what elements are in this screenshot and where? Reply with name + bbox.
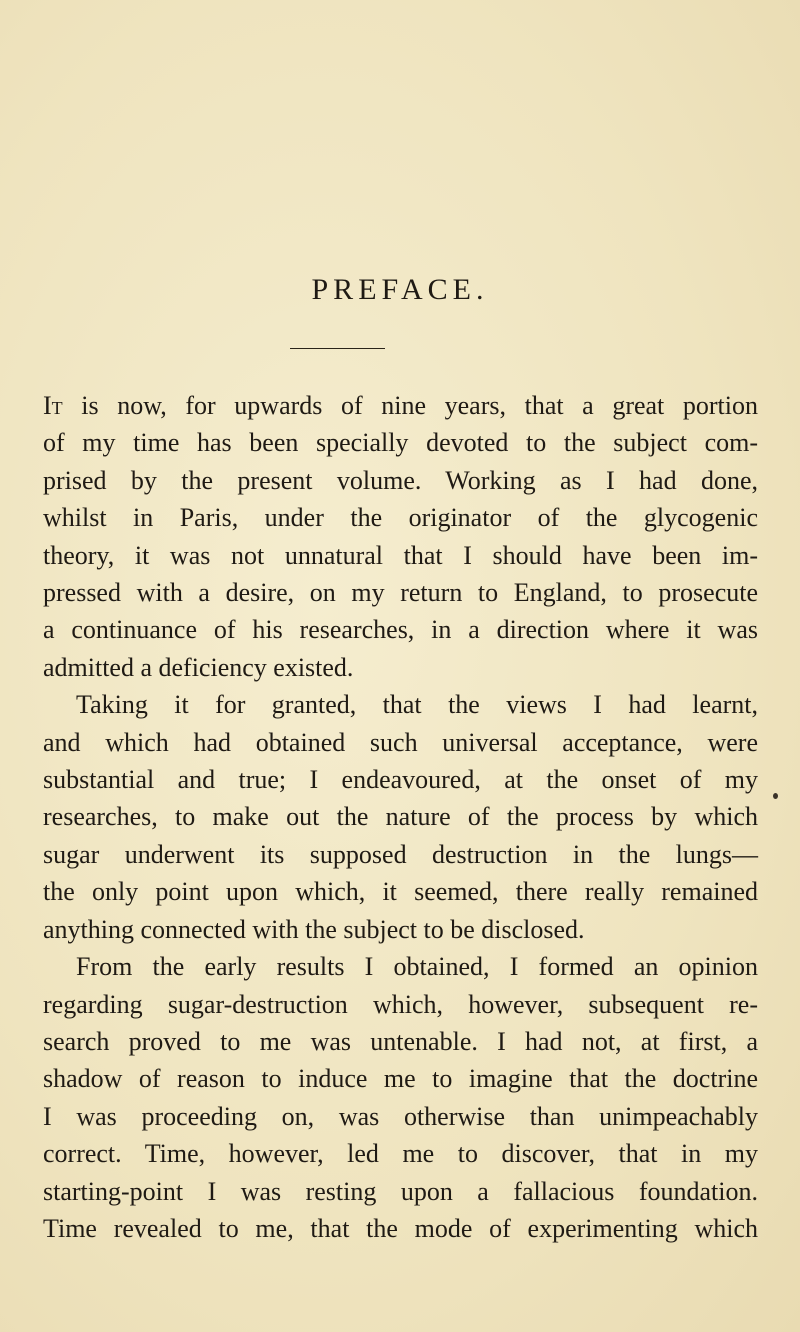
text-line: anything connected with the subject to be disclosed. bbox=[43, 914, 585, 944]
paragraph-3 bbox=[43, 948, 758, 1247]
text-line: a continuance of his researches, in a direction where it was bbox=[43, 615, 758, 645]
text-line: theory, it was not unnatural that I should have been im- bbox=[43, 540, 758, 570]
text-line: admitted a deficiency existed. bbox=[43, 652, 354, 682]
text-line: regarding sugar-destruction which, however, subsequent re- bbox=[43, 989, 758, 1019]
text-line: substantial and true; I endeavoured, at the onset of my bbox=[43, 765, 758, 795]
text-line: Taking it for granted, that the views I had learnt, bbox=[76, 690, 758, 720]
text-line: the only point upon which, it seemed, there really remained bbox=[43, 877, 758, 907]
text-line: prised by the present volume. Working as I had done, bbox=[43, 465, 758, 495]
text-line: It is now, for upwards of nine years, that a great portion bbox=[43, 391, 758, 420]
text-line: I was proceeding on, was otherwise than unimpeachably bbox=[43, 1101, 758, 1131]
text-line: Time revealed to me, that the mode of experimenting which bbox=[43, 1213, 758, 1243]
preface-heading: PREFACE. bbox=[311, 273, 489, 306]
text-line: of my time has been specially devoted to the subject com- bbox=[43, 428, 758, 458]
text-line: starting-point I was resting upon a fallacious foundation. bbox=[43, 1176, 758, 1206]
text-line: search proved to me was untenable. I had not, at first, a bbox=[43, 1026, 758, 1056]
heading-rule bbox=[290, 348, 385, 349]
text-line: sugar underwent its supposed destruction in the lungs— bbox=[43, 839, 758, 869]
text-line: correct. Time, however, led me to discover, that in my bbox=[43, 1139, 758, 1169]
text-line: researches, to make out the nature of the process by which bbox=[43, 802, 758, 832]
opening-word: It bbox=[43, 391, 63, 420]
text-line: pressed with a desire, on my return to England, to prosecute bbox=[43, 578, 758, 608]
text-line: and which had obtained such universal acceptance, were bbox=[43, 727, 758, 757]
paragraph-2 bbox=[43, 686, 758, 948]
preface-body bbox=[43, 387, 758, 1247]
text-line: whilst in Paris, under the originator of the glycogenic bbox=[43, 503, 758, 533]
text-line: From the early results I obtained, I formed an opinion bbox=[76, 952, 758, 982]
ink-speck bbox=[773, 793, 778, 799]
paragraph-1 bbox=[43, 387, 758, 686]
text-line: shadow of reason to induce me to imagine that the doctrine bbox=[43, 1064, 758, 1094]
